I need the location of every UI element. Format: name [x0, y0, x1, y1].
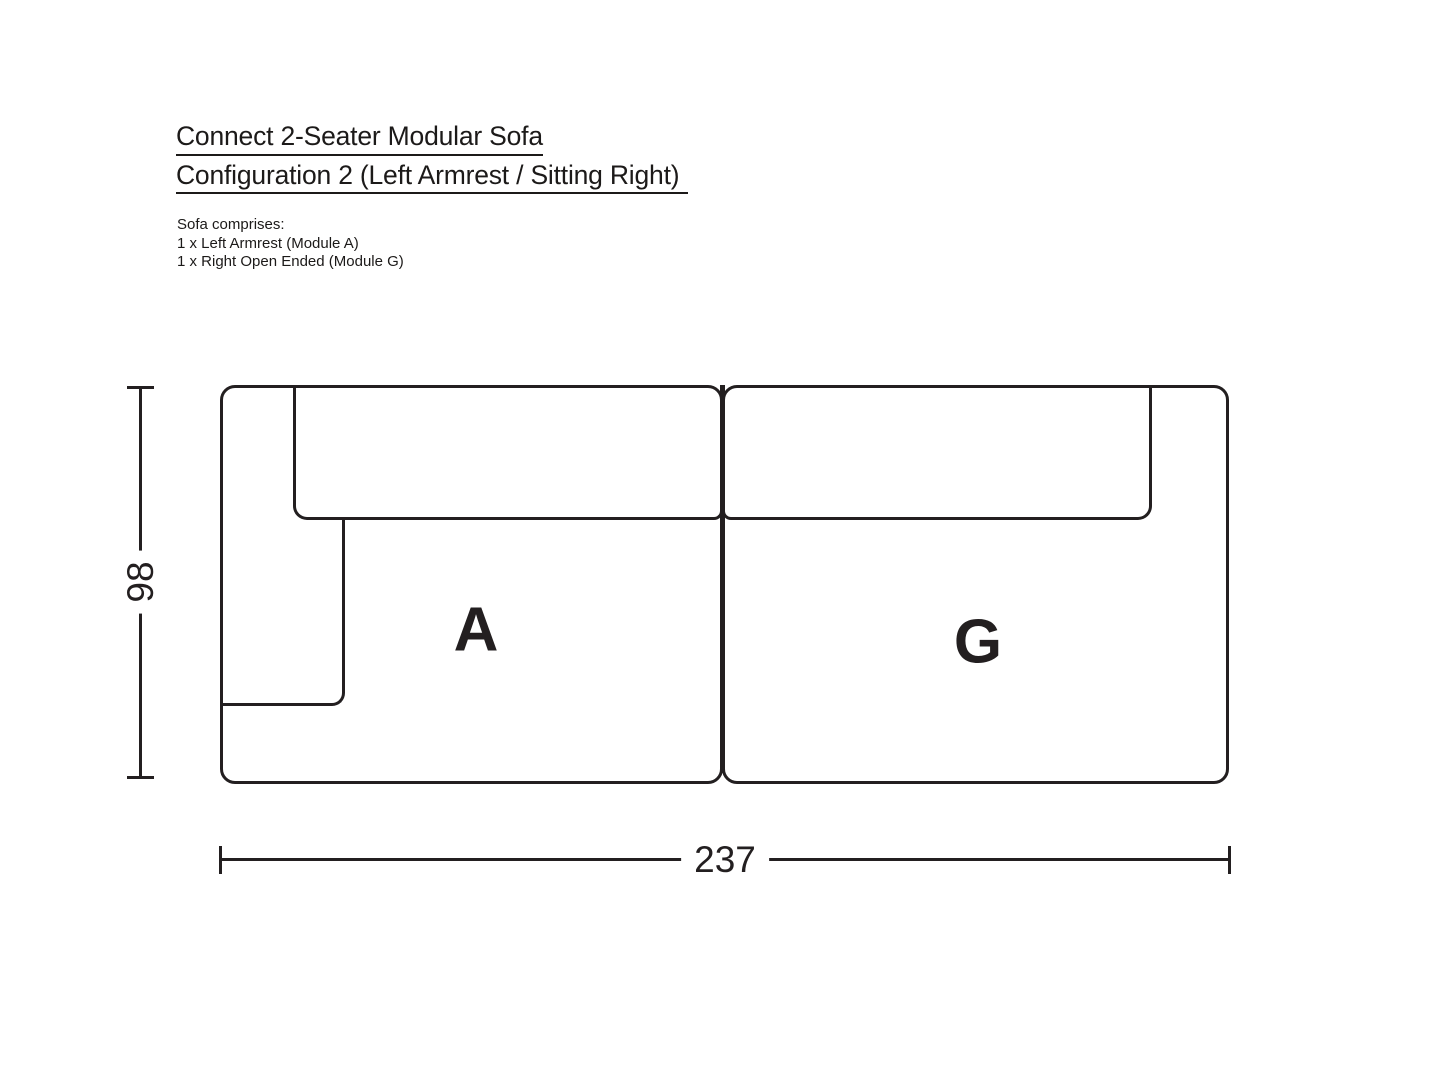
height-dimension-tick-bottom — [127, 776, 154, 779]
title-line-1-text: Connect 2-Seater Modular Sofa — [176, 122, 543, 156]
height-dimension-label: 98 — [120, 550, 162, 613]
module-a-label: A — [453, 595, 499, 665]
width-dimension-label: 237 — [681, 839, 769, 881]
title-line-2 — [176, 160, 688, 195]
comprises-intro: Sofa comprises: — [177, 216, 285, 233]
module-a-backrest-line — [293, 385, 723, 520]
width-dimension-tick-right — [1228, 846, 1231, 874]
module-g-label: G — [953, 607, 1003, 677]
comprises-item-module-g: 1 x Right Open Ended (Module G) — [177, 253, 404, 270]
sofa-comprises-list — [177, 216, 404, 272]
module-g-backrest-line — [722, 385, 1152, 520]
comprises-item-module-a: 1 x Left Armrest (Module A) — [177, 234, 359, 252]
title-line-1 — [176, 121, 688, 156]
title-line-2-text: Configuration 2 (Left Armrest / Sitting Right) — [176, 161, 688, 195]
page-title — [176, 121, 688, 198]
module-a-armrest-line — [220, 517, 345, 706]
